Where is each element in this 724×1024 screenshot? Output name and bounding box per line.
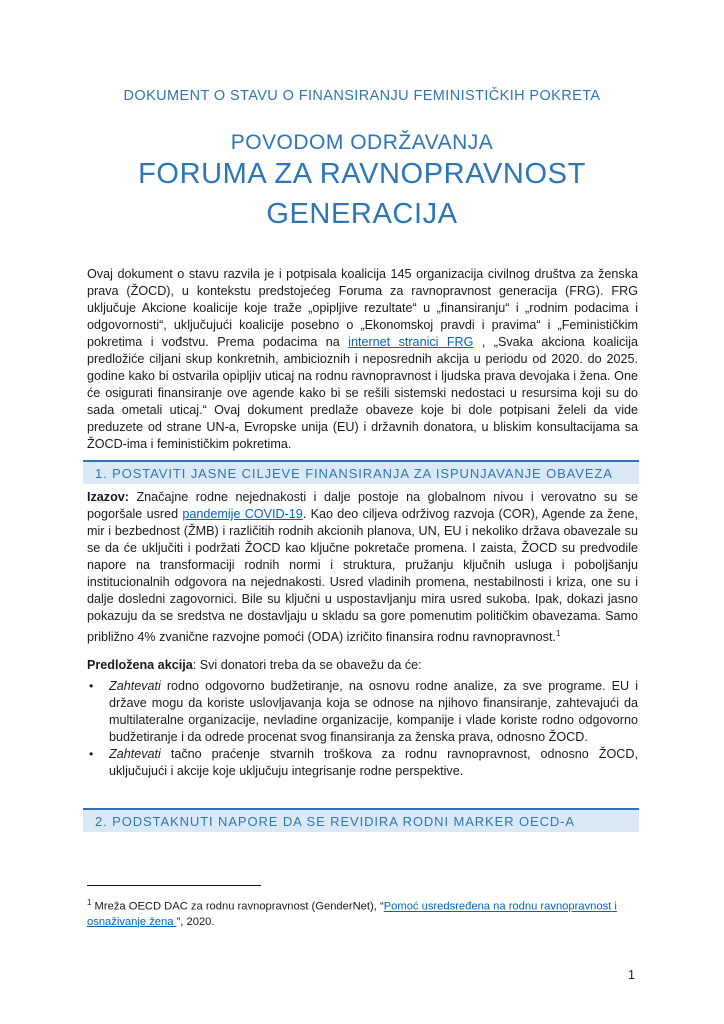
document-type-heading: DOKUMENT O STAVU O FINANSIRANJU FEMINISTIČKIH POKRETA: [123, 88, 601, 104]
bullet-icon: •: [89, 679, 94, 693]
frg-website-link[interactable]: internet stranici FRG: [348, 335, 474, 349]
akcija-paragraph: [87, 657, 638, 674]
footnote-number: 1: [87, 898, 92, 907]
covid-link[interactable]: pandemije COVID-19: [182, 507, 303, 521]
footnote-separator: [87, 885, 261, 886]
akcija-label: Predložena akcija: [87, 658, 193, 672]
izazov-text-1: Značajne rodne nejednakosti i dalje postoje na globalnom nivou i verovatno su se pogoršale usred: [87, 490, 638, 521]
bullet-emphasis: Zahtevati: [109, 679, 161, 693]
section-1-heading: [83, 460, 639, 484]
title-line-1: POVODOM ODRŽAVANJA: [230, 131, 494, 154]
footnote-link[interactable]: Pomoć usredsređena na rodnu ravnopravnost i osnaživanje žena: [87, 900, 617, 928]
footnote: [87, 895, 638, 930]
bullet-text: rodno odgovorno budžetiranje, na osnovu rodne analize, za sve programe. EU i države mogu da koriste uslovljavanja koja se odnose na njihovo finansiranje, zahtevajući da multilateralne organizacije, nevladine organizacije, kompanije i vlade koriste rodno odgovorno budžetiranje i da odrede procenat svog finansiranja za ženska prava, odnosno ŽOCD.: [109, 679, 638, 744]
footnote-text-2: ”, 2020.: [176, 915, 215, 928]
izazov-label: Izazov:: [87, 490, 129, 504]
intro-text-1: Ovaj dokument o stavu razvila je i potpisala koalicija 145 organizacija civilnog društva za ženska prava (ŽOCD), u kontekstu predstojećeg Foruma za ravnopravnost generacija (FRG). FRG uključuje Akcione koalicije koje traže „opipljive rezultate“ u „finansiranju“ i „rodnim podacima i odgovornosti“, uključujući koalicije posebno o „Ekonomskoj pravdi i pravima“ i „Feminističkim pokretima i vođstvu. Prema podacima na: [87, 267, 638, 349]
page-number: 1: [628, 968, 635, 982]
list-item: [87, 746, 638, 780]
footnote-reference[interactable]: 1: [555, 629, 561, 638]
footnote-text-1: Mreža OECD DAC za rodnu ravnopravnost (GenderNet), “: [91, 900, 384, 913]
section-2-heading-text: 2. PODSTAKNUTI NAPORE DA SE REVIDIRA RODNI MARKER OECD-A: [95, 813, 575, 829]
intro-text-2: , „Svaka akciona koalicija predložiće ciljani skup konkretnih, ambicioznih i neposrednih akcija u periodu od 2020. do 2025. godine kako bi ostvarila opipljiv uticaj na rodnu ravnopravnost i ljudska prava devojaka i žena. One će osigurati finansiranje ove agende kako bi se rešili sistemski nedostaci u resursima koji su do sada ometali uticaj.“ Ovaj dokument predlaže obaveze koje bi dole potpisani želeli da vide preduzete od strane UN-a, Evropske unija (EU) i državnih donatora, u bliskim konsultacijama sa ŽOCD-ima i feminističkim pokretima.: [87, 335, 638, 451]
izazov-text-2: . Kao deo ciljeva održivog razvoja (COR), Agende za žene, mir i bezbednost (ŽMB) i različitih rodnih akcionih planova, UN, EU i nekoliko država obavezale su se da će uključiti i podržati ŽOCD kao ključne pokretače promena. I zaista, ŽOCD su predvodile napore na transformaciji rodnih normi i struktura, pružanju ključnih usluga i poboljšanju institucionalnih odgovora na nejednakosti. Usred vladinih promena, nestabilnosti i kriza, one su i dalje dosledni zagovornici. Bile su ključni u uspostavljanju mira usred sukoba. Ipak, dokazi jasno pokazuju da se sredstva ne dostavljaju u skladu sa gore pomenutim političkim obavezama. Samo približno 4% zvanične razvojne pomoći (ODA) izričito finansira rodnu ravnopravnost.: [87, 507, 638, 645]
izazov-paragraph: [87, 489, 638, 646]
akcija-text: : Svi donatori treba da se obavežu da će:: [192, 658, 422, 672]
bullet-text: tačno praćenje stvarnih troškova za rodnu ravnopravnost, odnosno ŽOCD, uključujući i akcije koje uključuju integrisanje rodne perspektive.: [109, 747, 638, 778]
title-line-2: FORUMA ZA RAVNOPRAVNOST: [138, 158, 586, 190]
bullet-icon: •: [89, 747, 94, 761]
title-line-3: GENERACIJA: [266, 198, 458, 230]
section-2-heading: [83, 808, 639, 832]
section-1-heading-text: 1. POSTAVITI JASNE CILJEVE FINANSIRANJA ZA ISPUNJAVANJE OBAVEZA: [95, 465, 613, 481]
action-bullet-list: [87, 678, 638, 780]
bullet-emphasis: Zahtevati: [109, 747, 161, 761]
list-item: [87, 678, 638, 746]
intro-paragraph: [87, 266, 638, 453]
